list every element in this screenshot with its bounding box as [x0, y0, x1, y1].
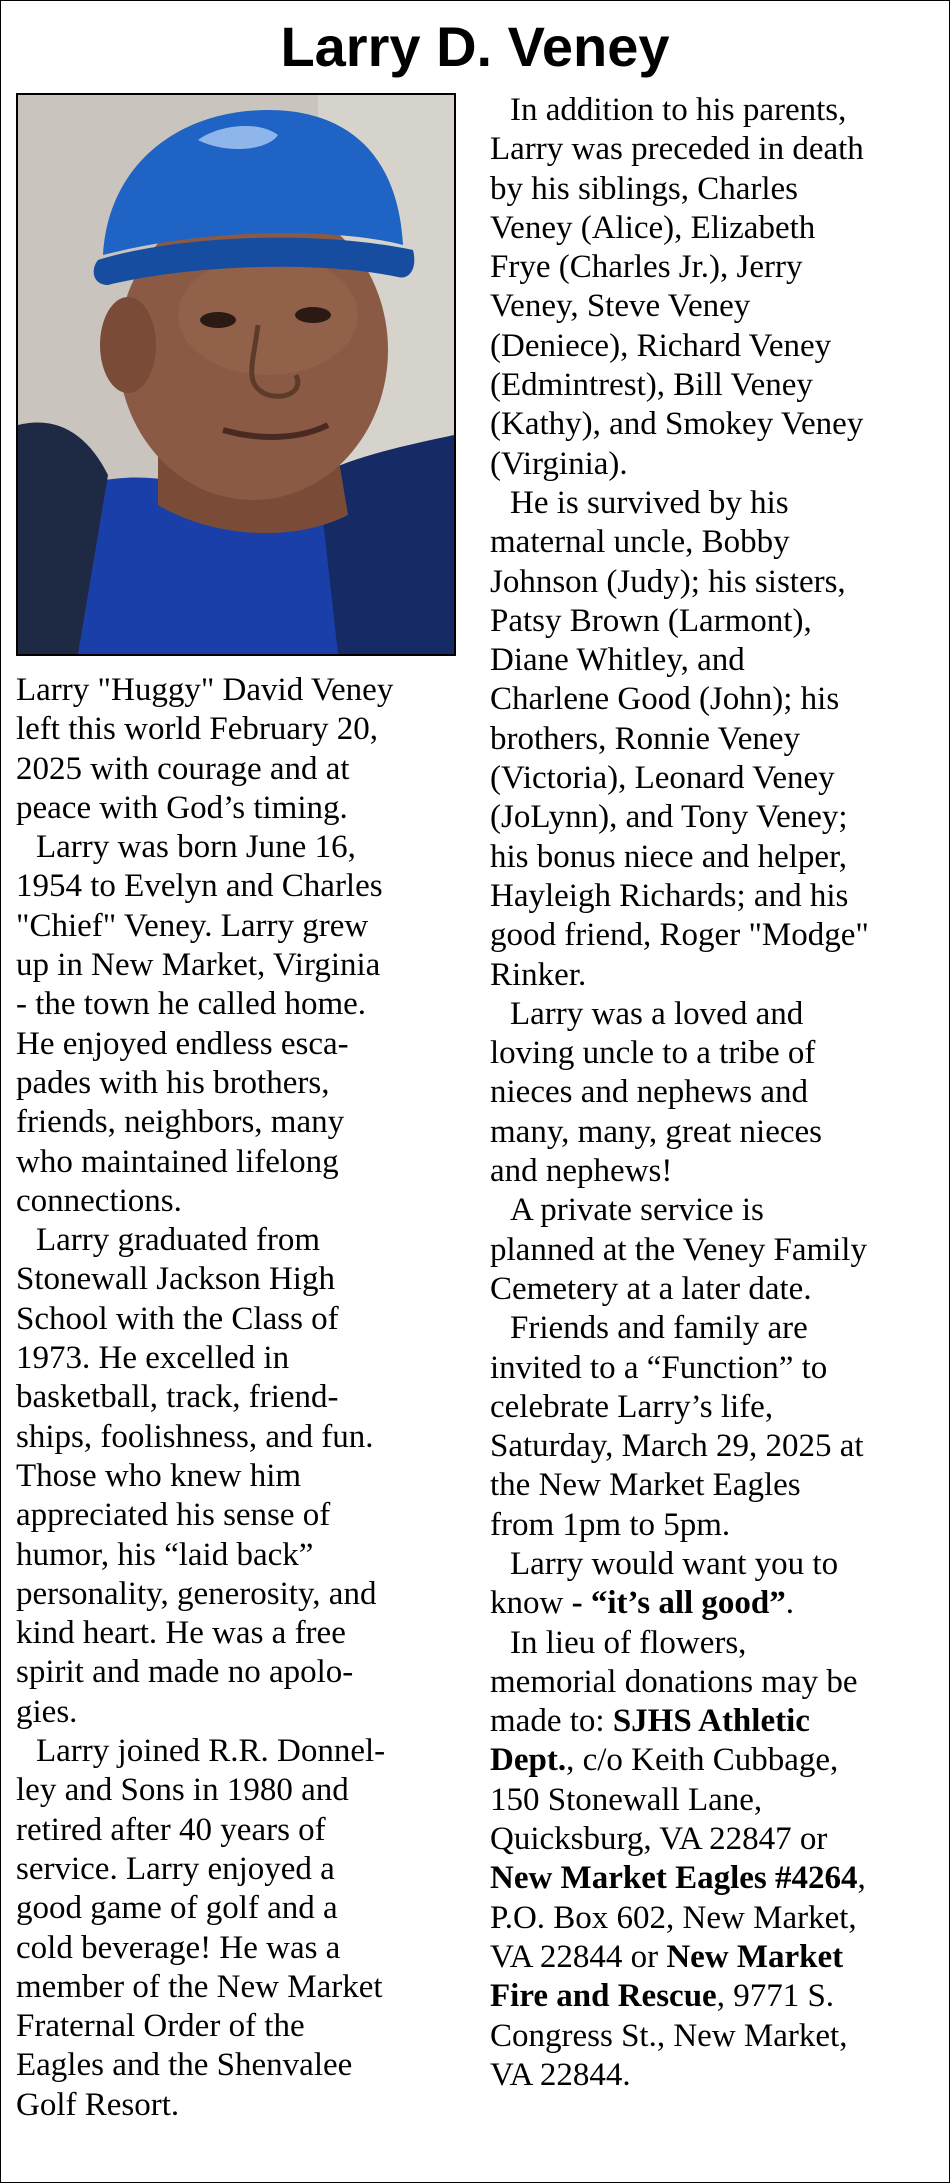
- text-line: P.O. Box 602, New Market,: [490, 1899, 857, 1936]
- text-line: Congress St., New Market,: [490, 2017, 848, 2054]
- text-line: Golf Resort.: [16, 2086, 180, 2123]
- paragraph-all-good: [490, 1545, 935, 1624]
- text-line: Patsy Brown (Larmont),: [490, 602, 812, 639]
- text-line: 150 Stonewall Lane,: [490, 1781, 763, 1818]
- text-line: Larry graduated from: [36, 1222, 321, 1259]
- text-line: (Virginia).: [490, 445, 628, 482]
- paragraph-career: [16, 1732, 456, 2125]
- portrait-photo-art: [18, 95, 454, 654]
- text-line: Quicksburg, VA 22847 or: [490, 1821, 828, 1858]
- text-line: Hayleigh Richards; and his: [490, 877, 849, 914]
- text-line: Larry would want you to: [510, 1545, 839, 1582]
- text-line: School with the Class of: [16, 1300, 339, 1337]
- text-line: Fraternal Order of the: [16, 2008, 305, 2045]
- text-run: ,: [857, 1860, 866, 1897]
- text-line: [490, 1702, 935, 1741]
- text-line: member of the New Market: [16, 1968, 383, 2005]
- text-line: celebrate Larry’s life,: [490, 1388, 774, 1425]
- text-line: appreciated his sense of: [16, 1497, 331, 1534]
- text-line: (Deniece), Richard Veney: [490, 327, 832, 364]
- portrait-photo: [16, 93, 456, 656]
- text-line: Friends and family are: [510, 1310, 808, 1347]
- text-line: Larry joined R.R. Donnel-: [36, 1733, 386, 1770]
- text-line: [490, 1741, 935, 1780]
- text-line: (JoLynn), and Tony Veney;: [490, 799, 848, 836]
- text-line: In addition to his parents,: [510, 92, 847, 128]
- text-line: [490, 1584, 935, 1623]
- text-line: Cemetery at a later date.: [490, 1270, 812, 1307]
- paragraph-education: [16, 1221, 456, 1732]
- text-line: VA 22844.: [490, 2056, 631, 2093]
- bold-org-name: New Market Eagles #4264: [490, 1860, 858, 1897]
- text-line: Veney, Steve Veney: [490, 288, 751, 325]
- text-line: - the town he called home.: [16, 986, 367, 1023]
- text-line: In lieu of flowers,: [510, 1624, 747, 1661]
- text-line: by his siblings, Charles: [490, 170, 799, 207]
- text-line: [490, 1977, 935, 2016]
- text-line: connections.: [16, 1182, 182, 1219]
- text-run: , c/o Keith Cubbage,: [566, 1742, 839, 1779]
- text-line: 1973. He excelled in: [16, 1340, 290, 1377]
- text-line: the New Market Eagles: [490, 1467, 801, 1504]
- paragraph-uncle: [490, 995, 935, 1191]
- bold-org-name: SJHS Athletic: [612, 1703, 810, 1740]
- text-line: cold beverage! He was a: [16, 1929, 341, 1966]
- text-line: retired after 40 years of: [16, 1811, 326, 1848]
- left-column: [16, 671, 456, 2125]
- text-run: .: [785, 1585, 795, 1622]
- bold-org-name: Fire and Rescue: [490, 1978, 717, 2015]
- paragraph-survived: [490, 484, 935, 995]
- text-line: Larry "Huggy" David Veney: [16, 672, 394, 708]
- text-line: Charlene Good (John); his: [490, 681, 840, 718]
- text-run: VA 22844 or: [490, 1938, 667, 1975]
- text-line: his bonus niece and helper,: [490, 838, 847, 875]
- text-line: Frye (Charles Jr.), Jerry: [490, 249, 803, 286]
- text-line: from 1pm to 5pm.: [490, 1506, 731, 1543]
- text-line: Larry was a loved and: [510, 995, 804, 1032]
- text-line: Johnson (Judy); his sisters,: [490, 563, 846, 600]
- text-line: Eagles and the Shenvalee: [16, 2047, 353, 2084]
- obituary-title: Larry D. Veney: [280, 15, 670, 78]
- text-line: ley and Sons in 1980 and: [16, 1772, 349, 1809]
- text-line: (Edmintrest), Bill Veney: [490, 367, 813, 404]
- text-run: , 9771 S.: [716, 1978, 835, 2015]
- text-line: He enjoyed endless esca-: [16, 1025, 349, 1062]
- text-line: "Chief" Veney. Larry grew: [16, 907, 369, 944]
- bold-org-name: Dept.: [490, 1742, 567, 1779]
- paragraph-passing: [16, 671, 456, 828]
- text-line: (Kathy), and Smokey Veney: [490, 406, 864, 443]
- paragraph-service: [490, 1191, 935, 1309]
- text-line: personality, generosity, and: [16, 1575, 377, 1612]
- text-line: (Victoria), Leonard Veney: [490, 760, 835, 797]
- text-line: good game of golf and a: [16, 1890, 338, 1927]
- text-line: maternal uncle, Bobby: [490, 524, 790, 561]
- text-line: kind heart. He was a free: [16, 1615, 346, 1652]
- text-line: up in New Market, Virginia: [16, 947, 381, 984]
- text-line: memorial donations may be: [490, 1663, 858, 1700]
- text-line: humor, his “laid back”: [16, 1536, 314, 1573]
- text-line: He is survived by his: [510, 484, 789, 521]
- text-line: Rinker.: [490, 956, 587, 993]
- text-line: brothers, Ronnie Veney: [490, 720, 801, 757]
- text-line: Larry was born June 16,: [36, 829, 356, 866]
- text-line: 1954 to Evelyn and Charles: [16, 868, 383, 905]
- text-line: Saturday, March 29, 2025 at: [490, 1428, 864, 1465]
- text-line: Larry was preceded in death: [490, 131, 864, 168]
- text-line: gies.: [16, 1693, 78, 1730]
- paragraph-preceded: [490, 91, 935, 484]
- text-line: A private service is: [510, 1192, 764, 1229]
- text-run: made to:: [490, 1703, 613, 1740]
- text-line: planned at the Veney Family: [490, 1231, 867, 1268]
- right-column: [490, 91, 935, 2095]
- text-line: who maintained lifelong: [16, 1143, 339, 1180]
- text-run: know: [490, 1585, 572, 1622]
- paragraph-donations: [490, 1624, 935, 2096]
- text-line: nieces and nephews and: [490, 1074, 808, 1111]
- text-line: Veney (Alice), Elizabeth: [490, 209, 816, 246]
- text-line: 2025 with courage and at: [16, 750, 350, 787]
- paragraph-early-life: [16, 828, 456, 1221]
- text-line: loving uncle to a tribe of: [490, 1035, 816, 1072]
- text-line: peace with God’s timing.: [16, 789, 348, 826]
- text-line: left this world February 20,: [16, 711, 379, 748]
- text-line: many, many, great nieces: [490, 1113, 822, 1150]
- text-line: service. Larry enjoyed a: [16, 1850, 335, 1887]
- text-line: [490, 1938, 935, 1977]
- bold-org-name: New Market: [666, 1938, 844, 1975]
- text-line: ships, foolishness, and fun.: [16, 1418, 374, 1455]
- paragraph-function: [490, 1309, 935, 1545]
- text-line: good friend, Roger "Modge": [490, 917, 869, 954]
- text-line: pades with his brothers,: [16, 1064, 330, 1101]
- text-line: spirit and made no apolo-: [16, 1654, 354, 1691]
- text-line: and nephews!: [490, 1153, 673, 1190]
- bold-quote: - “it’s all good”: [571, 1585, 786, 1622]
- text-line: Those who knew him: [16, 1457, 302, 1494]
- text-line: invited to a “Function” to: [490, 1349, 828, 1386]
- text-line: [490, 1859, 935, 1898]
- text-line: Diane Whitley, and: [490, 642, 745, 679]
- text-line: Stonewall Jackson High: [16, 1261, 335, 1298]
- text-line: basketball, track, friend-: [16, 1379, 339, 1416]
- text-line: friends, neighbors, many: [16, 1104, 345, 1141]
